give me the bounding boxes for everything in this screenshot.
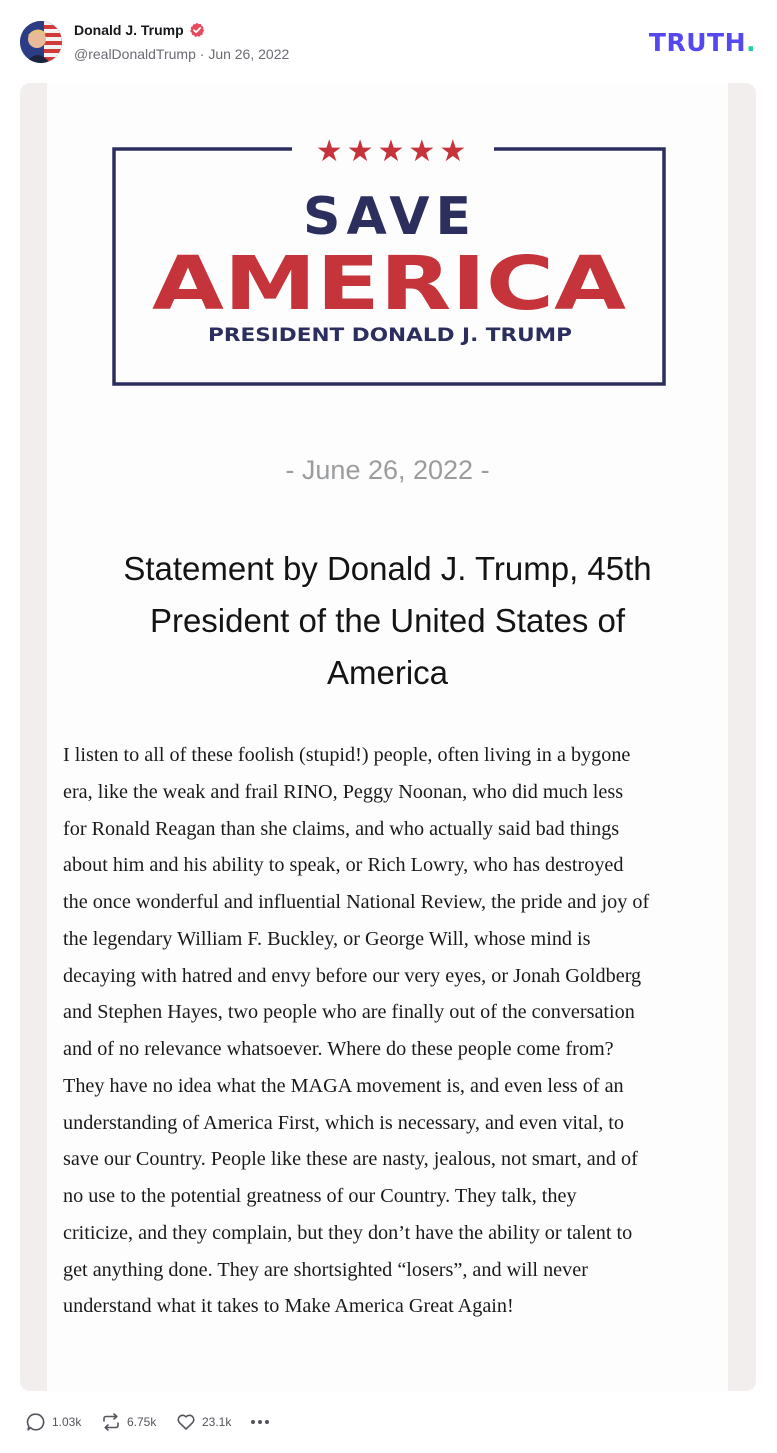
statement-date: - June 26, 2022 - — [285, 455, 490, 485]
verified-badge-icon — [189, 22, 205, 38]
comment-icon — [26, 1412, 46, 1432]
retruth-icon — [101, 1412, 121, 1432]
post-image[interactable] — [20, 83, 756, 1391]
avatar-image — [20, 21, 62, 63]
truth-logo[interactable] — [649, 30, 756, 55]
author-name[interactable]: Donald J. Trump — [74, 22, 184, 38]
banner-president-text: PRESIDENT DONALD J. TRUMP — [208, 324, 573, 346]
post-meta — [74, 46, 289, 62]
author-row — [74, 22, 205, 38]
truth-logo-dot: . — [746, 28, 756, 57]
heart-icon — [176, 1412, 196, 1432]
banner-save-text: SAVE — [303, 187, 477, 247]
save-america-banner — [47, 83, 728, 403]
stars-icon: ★★★★★ — [315, 134, 471, 169]
retruth-count: 6.75k — [127, 1415, 157, 1429]
more-button[interactable] — [249, 1403, 271, 1441]
retruth-button[interactable] — [101, 1403, 156, 1441]
truth-logo-text: TRUTH — [648, 28, 746, 57]
statement-body: I listen to all of these foolish (stupid!) people, often living in a bygone era, like the weak and frail RINO, Peggy Noonan, who did much less for Ronald Reagan than she claims, and who actually said bad things about him and his ability to speak, or Rich Lowry, who has destroyed the once wonderful and influential National Review, the pride and joy of the legendary William F. Buckley, or George Will, whose mind is decaying with hatred and envy before our very eyes, or Jonah Goldberg and Stephen Hayes, two people who are finally out of the conversation and of no relevance whatsoever. Where do these people come from? They have no idea what the MAGA movement is, and even less of an understanding of America First, which is necessary, and even vital, to save our Country. People like these are nasty, jealous, not smart, and of no use to the potential greatness of our Country. They talk, they criticize, and they complain, but they don’t have the ability or talent to get anything done. They are shortsighted “losers”, and will never understand what it takes to Make America Great Again! — [63, 744, 650, 1318]
statement-document — [47, 83, 728, 1391]
post-date[interactable]: Jun 26, 2022 — [208, 46, 290, 62]
reply-button[interactable] — [26, 1403, 81, 1441]
post-header — [0, 0, 777, 80]
author-handle[interactable]: @realDonaldTrump — [74, 46, 196, 62]
reply-count: 1.03k — [52, 1415, 82, 1429]
post-actions — [0, 1403, 777, 1443]
more-icon — [249, 1412, 271, 1432]
avatar[interactable] — [20, 21, 62, 63]
meta-separator: · — [199, 46, 205, 62]
statement-title: Statement by Donald J. Trump, 45th President of the United States of America — [123, 550, 652, 691]
like-button[interactable] — [176, 1403, 231, 1441]
like-count: 23.1k — [202, 1415, 232, 1429]
banner-america-text: AMERICA — [152, 241, 626, 327]
